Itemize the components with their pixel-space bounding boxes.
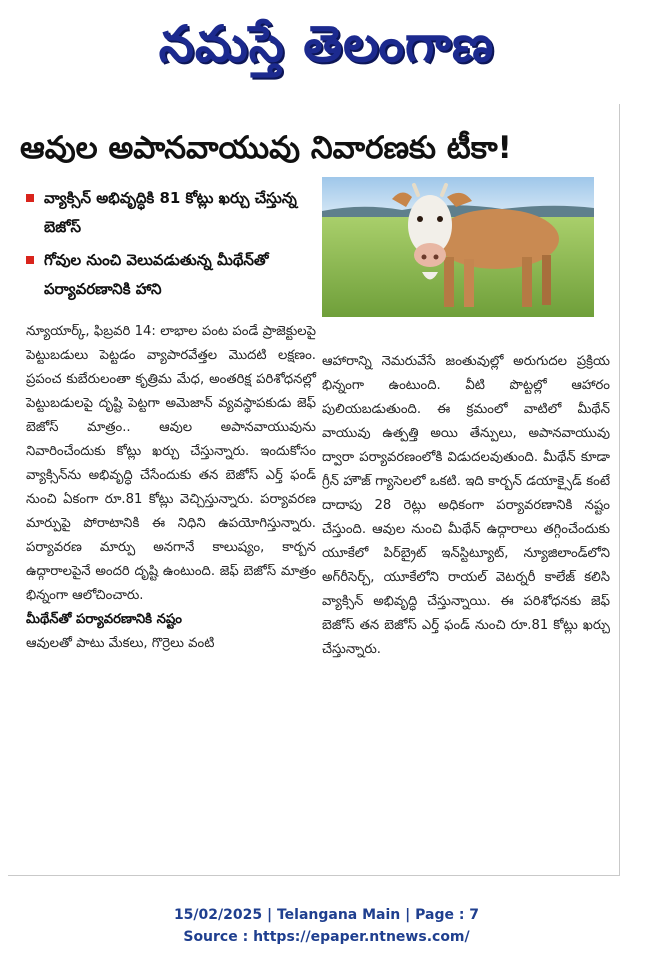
cow-photo (322, 177, 594, 317)
article-column-left (26, 320, 316, 656)
source-link[interactable]: Source : https://epaper.ntnews.com/ (183, 929, 470, 945)
newspaper-logo: నమస్తే తెలంగాణ (158, 15, 495, 73)
highlight-text: వ్యాక్సిన్ అభివృద్ధికి 81 కోట్లు ఖర్చు చేస్తున్న బెజోస్ (44, 189, 297, 236)
article-clipping (8, 104, 620, 876)
article-subheading: మీథేన్‌తో పర్యావరణానికి నష్టం (26, 612, 182, 627)
bullet-square-icon (26, 194, 34, 202)
article-body-left: న్యూయార్క్, ఫిబ్రవరి 14: లాభాల పంట పండే ప్రాజెక్టులపై పెట్టుబడులు పెట్టడం వ్యాపారవేత్తల మొదటి లక్షణం. ప్రపంచ కుబేరులంతా కృత్రిమ మేధ, అంతరిక్ష పరిశోధనల్లో పెట్టుబడులపై దృష్టి పెట్టగా అమెజాన్ వ్యవస్థాపకుడు జెఫ్ బెజోస్ మాత్రం.. ఆవుల అపానవాయువును నివారించేందుకు కోట్లు ఖర్చు చేస్తున్నారు. ఇందుకోసం వ్యాక్సిన్‌ను అభివృద్ధి చేసేందుకు తన బెజోస్ ఎర్త్ ఫండ్ నుంచి ఏకంగా రూ.81 కోట్లు వెచ్చిస్తున్నారు. పర్యావరణ మార్పుపై పోరాటానికి ఈ నిధిని ఉపయోగిస్తున్నారు. పర్యావరణ మార్పు అనగానే కాలుష్యం, కార్బన ఉద్గారాలపైనే అందరి దృష్టి ఉంటుంది. జెఫ్ బెజోస్ మాత్రం భిన్నంగా ఆలోచించారు. (26, 324, 316, 603)
article-body-left-tail: ఆవులతో పాటు మేకలు, గొర్రెలు వంటి (26, 636, 215, 651)
edition-info: 15/02/2025 | Telangana Main | Page : 7 (173, 907, 480, 923)
article-body-right: ఆహారాన్ని నెమరువేసే జంతువుల్లో అరుగుదల ప్రక్రియ భిన్నంగా ఉంటుంది. వీటి పొట్టల్లో ఆహారం పులియబడుతుంది. ఈ క్రమంలో వాటిలో మీథేన్ వాయువు ఉత్పత్తి అయి తేన్పులు, అపానవాయువు ద్వారా పర్యావరణంలోకి విడుదలవుతుంది. మీథేన్ కూడా గ్రీన్ హౌజ్ గ్యాసెలలో ఒకటి. ఇది కార్బన్ డయాక్సైడ్ కంటే దాదాపు 28 రెట్లు అధికంగా పర్యావరణానికి నష్టం చేస్తుంది. ఆవుల నుంచి మీథేన్ ఉద్గారాలు తగ్గించేందుకు యూకేలో పిర్‌బ్రైట్ ఇన్‌స్టిట్యూట్, న్యూజిలాండ్‌లోని అగ్‌రీసెర్చ్, యూకేలోని రాయల్ వెటర్నరీ కాలేజ్ కలిసి వ్యాక్సిన్ అభివృద్ధి చేస్తున్నాయి. ఈ పరిశోధనకు జెఫ్ బెజోస్ తన బెజోస్ ఎర్త్ ఫండ్ నుంచి రూ.81 కోట్లు ఖర్చు చేస్తున్నారు. (322, 354, 610, 657)
masthead (0, 0, 653, 92)
clipping-footer (0, 904, 653, 948)
cow-illustration (322, 177, 594, 317)
article-highlights (24, 184, 314, 304)
article-column-right (322, 350, 610, 662)
highlight-item (24, 184, 314, 242)
highlight-text: గోవుల నుంచి వెలువడుతున్న మీథేన్‌తో పర్యావరణానికి హాని (44, 251, 269, 298)
highlight-item (24, 246, 314, 304)
article-headline: ఆవుల అపానవాయువు నివారణకు టీకా! (20, 130, 512, 166)
bullet-square-icon (26, 256, 34, 264)
